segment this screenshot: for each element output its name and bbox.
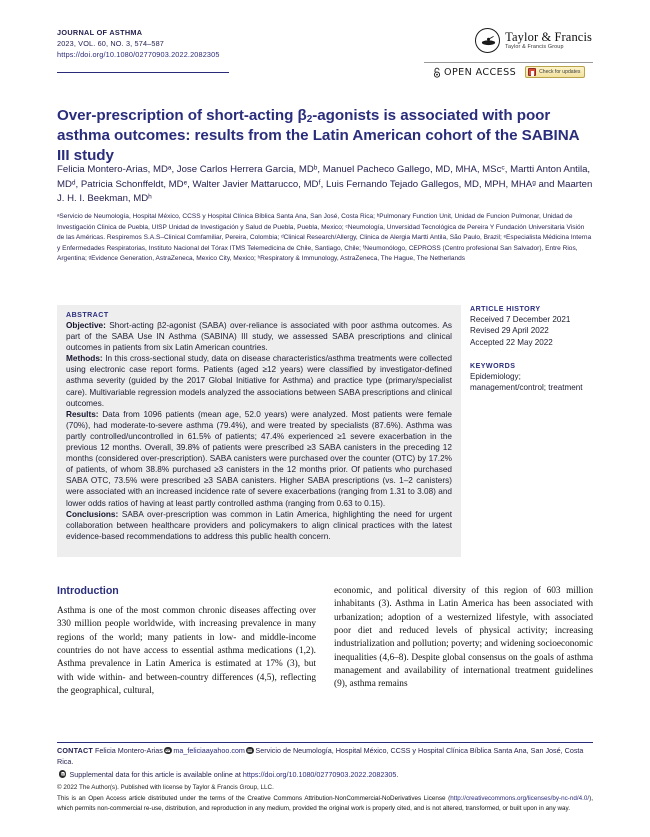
accepted-date: Accepted 22 May 2022 [470, 337, 553, 347]
abstract-box [57, 305, 461, 557]
contact-email[interactable]: ma_feliciaayahoo.com [173, 746, 245, 755]
logo-divider [424, 62, 593, 63]
license-part1: This is an Open Access article distributed under the terms of the Creative Commons Attribution-NonCommercial-NoDerivatives License ( [57, 795, 451, 803]
doi-link[interactable]: https://doi.org/10.1080/02770903.2022.2082305 [57, 50, 220, 60]
abstract-results [66, 409, 452, 509]
masthead-divider [57, 72, 229, 73]
title-text-part2: -agonists is associated with poor asthma outcomes: results from the Latin American cohort of the SABINA III study [57, 107, 580, 165]
abstract-body [66, 320, 452, 542]
copyright-line: © 2022 The Author(s). Published with license by Taylor & Francis Group, LLC. [57, 783, 274, 791]
abstract-results-text: Data from 1096 patients (mean age, 52.0 years) were analyzed. Most patients were female (70%), had moderate-to-severe asthma (79.4%), and were treated by specialists (87.6%). Asthma was partly controlled/uncontrolled in 61.5% of patients; 47.4% experienced ≥1 severe exacerbation in the previous 12 months. Overall, 39.8% of patients were prescribed ≥3 SABA canisters in the preceding 12 months (considered over-prescription). SABA canisters were purchased over the counter (OTC) by 17.2% of patients, of whom 38.8% purchased ≥3 canisters in the 12 months prior. Of patients who purchased SABA OTC, 73.5% were prescribed ≥3 SABA canisters. Higher SABA prescriptions (vs. 1–2 canisters) were associated with an increased incidence rate of severe exacerbations (ranging from 1.31 to 3.08) and lower odds ratios of having at least partly controlled asthma (ranging from 0.63 to 0.15). [66, 409, 452, 508]
publisher-name: Taylor & Francis [505, 29, 592, 44]
check-for-updates-button[interactable] [525, 66, 585, 78]
license-text [57, 794, 593, 813]
title-subscript: 2 [306, 114, 313, 126]
abstract-objective-text: Short-acting β2-agonist (SABA) over-reliance is associated with poor asthma outcomes. As part of the SABA Use IN Asthma (SABINA) III study, we assessed SABA prescriptions and clinical outcomes in patients from six Latin American countries. [66, 321, 452, 353]
page-title [57, 106, 587, 166]
lock-icon [433, 67, 441, 78]
affiliation-icon [246, 747, 254, 755]
abstract-methods-text: In this cross-sectional study, data on disease characteristics/asthma treatments were collected using electronic case report forms. Patients (aged ≥12 years) were classified by investigator-defined asthma severity (guided by the 2017 Global Initiative for Asthma) and practice type (primary/specialist care). Multivariable regression models analyzed the associations between SABA prescriptions and clinical outcomes. [66, 354, 452, 408]
affiliations: ᵃServicio de Neumología, Hospital México, CCSS y Hospital Clínica Bíblica Santa Ana, San José, Costa Rica; ᵇPulmonary Function Unit, Unidad de Funcion Pulmonar, Unidad de Investigación Clinica de Puebla, UISP Unidad de Investigación y Salud de Puebla, Puebla, Mexico; ᶜNeumología, Unversidad Tecnológica de Pereira Y Fundación Universitaria Visión de las Américas. Respiremos S.A.S–Clinical Comfamiliar, Pereira, Colombia; ᵈClinical Research/Allergy, Clinica de Alergia Martti Antila, São Paulo, Brazil; ᵉEspecialista Médicina Interna y Enfermedades Respiratorias, Instituto Nacional del Tórax ITMS Telemedicina de Chile, Santiago, Chile; ᶠNeumonólogo, CEPROSS (Centro profesional San Salvador), Entre Rios, Argentina; ᵍEvidence Generation, AstraZeneca, Mexico City, Mexico; ʰRespiratory & Immunology, AstraZeneca, The Hague, The Netherlands [57, 213, 592, 263]
title-text-part1: Over-prescription of short-acting β [57, 107, 307, 125]
abstract-objective-label: Objective: [66, 321, 106, 330]
supplemental-text: Supplemental data for this article is available online at [67, 769, 243, 779]
contact-address: Servicio de Neumología, Hospital México, CCSS y Hospital Clínica Bíblica Santa Ana, San José, Costa Rica. [57, 746, 584, 766]
license-link[interactable]: http://creativecommons.org/licenses/by-nc-nd/4.0/ [450, 795, 590, 803]
section-heading-introduction: Introduction [57, 585, 119, 597]
abstract-methods [66, 353, 452, 408]
open-access-row [433, 66, 585, 78]
open-access-label: OPEN ACCESS [444, 66, 517, 78]
contact-line [57, 746, 595, 768]
supplemental-link[interactable]: https://doi.org/10.1080/02770903.2022.2082305 [242, 769, 397, 779]
journal-masthead [57, 27, 220, 60]
abstract-heading: ABSTRACT [66, 311, 109, 319]
contact-name: Felicia Montero-Arias [93, 746, 163, 755]
body-column-left [57, 585, 316, 698]
check-for-updates-label: Check for updates [539, 69, 581, 75]
abstract-objective [66, 320, 452, 353]
abstract-conclusions [66, 509, 452, 542]
intro-paragraph-left: Asthma is one of the most common chronic diseases affecting over 330 million people worldwide, with increasing prevalence in many regions of the world; many patients in low- and middle-income countries do not have access to essential asthma medications (1,2). Asthma prevalence in Latin America is estimated at 17% (3), but with wide within- and between-country differences (4,5), reflecting the geographical, cultural, [57, 606, 316, 696]
email-icon [164, 747, 172, 755]
metadata-spacer [470, 348, 595, 362]
publisher-group-name: Taylor & Francis Group [505, 44, 564, 51]
keywords-heading: KEYWORDS [470, 361, 516, 370]
abstract-conclusions-text: SABA over-prescription was common in Latin America, highlighting the need for urgent collaboration between healthcare providers and policymakers to align clinical practices with the latest evidence-based recommendations to address this public health concern. [66, 509, 452, 541]
supplemental-line: Supplemental data for this article is available online at https://doi.org/10.1080/02770903.2022.2082305. [57, 769, 595, 781]
intro-paragraph-right: economic, and political diversity of this region of 603 million inhabitants (3). Asthma in Latin America has been associated with urbanization; adoption of a westernized lifestyle, with associated poor diet and reduced levels of physical activity; increasing industrialization and pollution; poverty; and widening socioeconomic inequalities (4,6–8). Despite global consensus on the goals of asthma management and availability of international treatment guidelines (9), asthma remains [334, 586, 593, 690]
crossmark-icon [528, 68, 536, 76]
author-list: Felicia Montero-Arias, MDᵃ, Jose Carlos Herrera Garcia, MDᵇ, Manuel Pacheco Gallego, MD, MHA, MScᶜ, Martti Anton Antila, MDᵈ, Patricia Schonffeldt, MDᵉ, Walter Javier Mattarucco, MDᶠ, Luis Fernando Tejado Gallegos, MD, MPH, MHAᵍ and Maarten J. H. I. Beekman, MDʰ [57, 164, 593, 205]
revised-date: Revised 29 April 2022 [470, 326, 549, 336]
license-part2: ), which permits non-commercial re-use, distribution, and reproduction in any medium, provided the original work is properly cited, and is not altered, transformed, or built upon in any way. [57, 795, 593, 812]
footer-divider [57, 742, 593, 743]
page-footer [57, 746, 595, 813]
taylor-francis-logo [475, 28, 592, 53]
article-body-columns [57, 585, 593, 698]
taylor-francis-mark-icon [475, 28, 500, 53]
abstract-results-label: Results: [66, 409, 99, 419]
journal-name: JOURNAL OF ASTHMA [57, 28, 143, 37]
page-header [57, 27, 593, 60]
keywords-list: Epidemiology; management/control; treatment [470, 371, 583, 392]
journal-issue-line: 2023, VOL. 60, NO. 3, 574–587 [57, 39, 164, 49]
abstract-conclusions-label: Conclusions: [66, 509, 119, 519]
received-date: Received 7 December 2021 [470, 315, 571, 324]
open-access-badge [433, 67, 516, 78]
body-column-right [334, 585, 593, 698]
article-metadata-sidebar [470, 305, 595, 393]
abstract-methods-label: Methods: [66, 354, 103, 364]
contact-label: CONTACT [57, 746, 93, 755]
supplemental-data-icon [59, 770, 67, 778]
article-history-heading: ARTICLE HISTORY [470, 305, 541, 313]
